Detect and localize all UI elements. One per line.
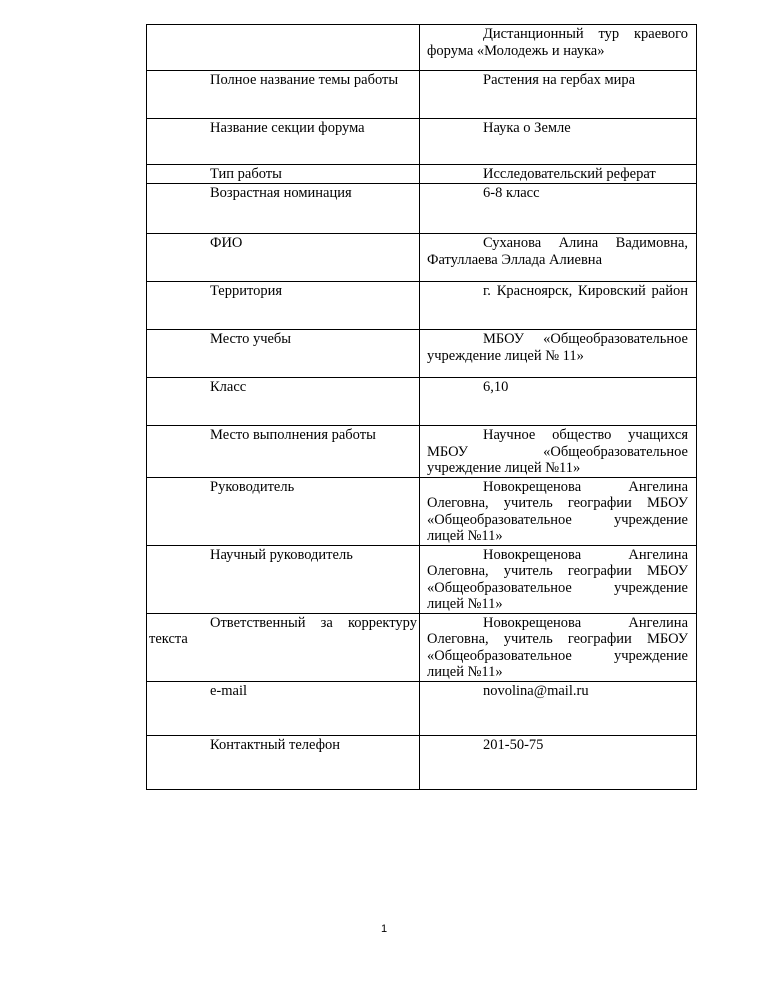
- row-value: Исследовательский реферат: [483, 166, 656, 182]
- row-value: г. Красноярск, Кировский район: [483, 283, 688, 299]
- row-value: Научное общество учащихся МБОУ «Общеобразовательное учреждение лицей №11»: [427, 427, 688, 476]
- row-label: Название секции форума: [210, 120, 365, 136]
- row-value: 201-50-75: [483, 736, 544, 753]
- row-label: Территория: [210, 283, 283, 299]
- table-row-header: [147, 25, 697, 71]
- row-value: МБОУ «Общеобразовательное учреждение лицей № 11»: [427, 331, 688, 364]
- row-value: novolina@mail.ru: [483, 682, 589, 699]
- row-value: Новокрещенова Ангелина Олеговна, учитель географии МБОУ «Общеобразовательное учреждение лицей №11»: [427, 478, 688, 544]
- row-value: 6-8 класс: [483, 185, 540, 201]
- table-row: [147, 282, 697, 330]
- row-label: ФИО: [210, 235, 243, 251]
- table-row: [147, 330, 697, 378]
- row-label: Класс: [210, 379, 247, 395]
- table-row: [147, 735, 697, 789]
- row-value: 6,10: [483, 379, 509, 395]
- table-row: [147, 613, 697, 681]
- table-row: [147, 71, 697, 119]
- row-value: Наука о Земле: [483, 120, 571, 136]
- table-row: [147, 426, 697, 478]
- row-label: Руководитель: [210, 478, 295, 495]
- page-number: 1: [380, 923, 388, 935]
- row-label: Место учебы: [210, 331, 292, 347]
- table-row: [147, 477, 697, 545]
- header-label-cell: [147, 25, 420, 71]
- row-label: Возрастная номинация: [210, 185, 352, 201]
- row-label: Место выполнения работы: [210, 427, 376, 443]
- table-row: [147, 234, 697, 282]
- table-row: [147, 545, 697, 613]
- row-label: Ответственный за корректуру текста: [149, 614, 417, 647]
- row-label: Научный руководитель: [210, 546, 353, 563]
- row-label: Контактный телефон: [210, 736, 341, 753]
- table-row: [147, 119, 697, 165]
- row-value: Суханова Алина Вадимовна, Фатуллаева Эллада Алиевна: [427, 235, 688, 268]
- table-row: [147, 165, 697, 184]
- row-value: Растения на гербах мира: [483, 72, 636, 88]
- row-value: Новокрещенова Ангелина Олеговна, учитель географии МБОУ «Общеобразовательное учреждение лицей №11»: [427, 546, 688, 612]
- table-row: [147, 681, 697, 735]
- header-value: Дистанционный тур краевого форума «Молодежь и наука»: [427, 26, 688, 59]
- row-label: Полное название темы работы: [210, 72, 399, 88]
- table-row: [147, 184, 697, 234]
- row-value: Новокрещенова Ангелина Олеговна, учитель географии МБОУ «Общеобразовательное учреждение лицей №11»: [427, 614, 688, 680]
- row-label: Тип работы: [210, 166, 282, 182]
- form-table: [146, 24, 697, 790]
- row-label: e-mail: [210, 682, 248, 699]
- table-row: [147, 378, 697, 426]
